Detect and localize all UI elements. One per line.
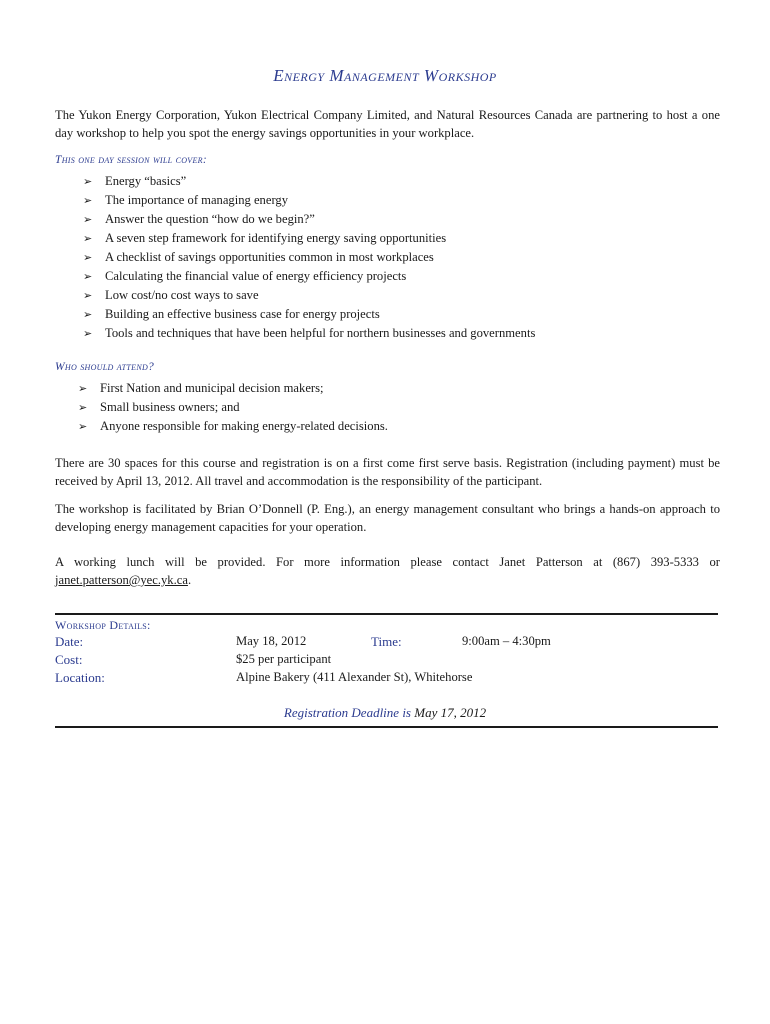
list-item: ➢ Tools and techniques that have been helpful for northern businesses and governments [83,324,535,343]
document-title: Energy Management Workshop [273,66,497,85]
list-item: ➢ Energy “basics” [83,172,535,191]
facilitator-paragraph: The workshop is facilitated by Brian O’Donnell (P. Eng.), an energy management consultant who brings a hands-on approach to developing energy management capacities for your operation. [55,502,720,534]
lunch-end: . [187,573,192,587]
cover-list [83,172,535,343]
arrow-bullet-icon: ➢ [78,420,88,433]
spaces-paragraph: There are 30 spaces for this course and registration is on a first come first serve basis. Registration (including payment) must be received by April 13, 2012. All travel and accommodation is the responsibility of the participant. [55,456,720,488]
list-item: ➢ Small business owners; and [78,398,388,417]
list-item: ➢ A checklist of savings opportunities common in most workplaces [83,248,535,267]
arrow-bullet-icon: ➢ [78,382,88,395]
lunch-text: A working lunch will be provided. For more information please contact Janet Patterson at (867) 393-5333 or [55,555,720,569]
registration-deadline [0,705,770,721]
arrow-bullet-icon: ➢ [83,308,93,321]
list-item: ➢ Anyone responsible for making energy-related decisions. [78,417,388,436]
cost-value: $25 per participant [236,652,332,666]
list-item: ➢ A seven step framework for identifying energy saving opportunities [83,229,535,248]
cost-label: Cost: [55,652,83,667]
arrow-bullet-icon: ➢ [83,232,93,245]
list-item: ➢ Answer the question “how do we begin?” [83,210,535,229]
list-item: ➢ Low cost/no cost ways to save [83,286,535,305]
divider-bottom [55,726,718,728]
list-item: ➢ Building an effective business case for energy projects [83,305,535,324]
lunch-paragraph [55,553,720,589]
details-heading: Workshop Details: [55,618,151,632]
time-value: 9:00am – 4:30pm [462,634,551,648]
cover-heading: This one day session will cover: [55,154,207,166]
arrow-bullet-icon: ➢ [83,251,93,264]
arrow-bullet-icon: ➢ [83,213,93,226]
arrow-bullet-icon: ➢ [83,194,93,207]
deadline-text: Registration Deadline is [283,705,411,720]
arrow-bullet-icon: ➢ [83,270,93,283]
email-link[interactable]: janet.patterson@yec.yk.ca [55,573,188,587]
arrow-bullet-icon: ➢ [78,401,88,414]
list-item: ➢ First Nation and municipal decision makers; [78,379,388,398]
date-label: Date: [55,634,84,649]
arrow-bullet-icon: ➢ [83,175,93,188]
deadline-date: May 17, 2012 [414,705,487,720]
location-label: Location: [55,670,105,685]
divider-top [55,613,718,615]
location-value: Alpine Bakery (411 Alexander St), Whitehorse [236,670,473,684]
list-item: ➢ The importance of managing energy [83,191,535,210]
list-item: ➢ Calculating the financial value of energy efficiency projects [83,267,535,286]
date-value: May 18, 2012 [236,634,307,648]
intro-paragraph: The Yukon Energy Corporation, Yukon Electrical Company Limited, and Natural Resources Canada are partnering to host a one day workshop to help you spot the energy savings opportunities in your workplace. [55,108,720,140]
attend-list [78,379,388,436]
arrow-bullet-icon: ➢ [83,289,93,302]
time-label: Time: [371,634,402,649]
attend-heading: Who should attend? [55,361,155,373]
arrow-bullet-icon: ➢ [83,327,93,340]
